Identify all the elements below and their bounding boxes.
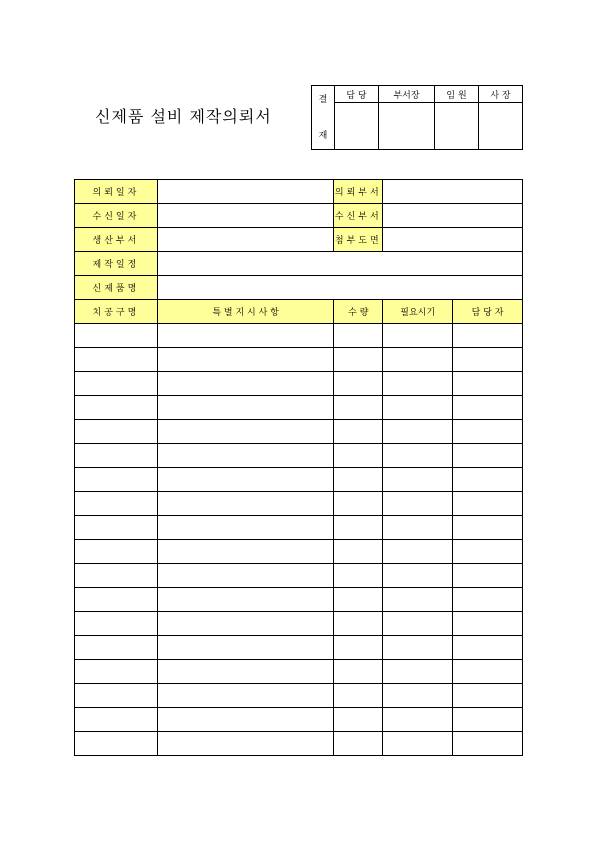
instructions-cell[interactable] (157, 636, 334, 660)
instructions-cell[interactable] (157, 588, 334, 612)
required-time-cell[interactable] (383, 420, 453, 444)
receive-date-field[interactable] (157, 204, 334, 228)
col-header-tool-name: 치공구명 (75, 300, 158, 324)
quantity-cell[interactable] (334, 660, 383, 684)
instructions-cell[interactable] (157, 612, 334, 636)
tool-name-cell[interactable] (75, 612, 158, 636)
product-name-label: 신제품명 (75, 276, 158, 300)
table-row (75, 684, 523, 708)
tool-name-cell[interactable] (75, 324, 158, 348)
tool-name-cell[interactable] (75, 468, 158, 492)
items-table-body (75, 324, 523, 756)
quantity-cell[interactable] (334, 588, 383, 612)
tool-name-cell[interactable] (75, 732, 158, 756)
col-header-special-instructions: 특 별 지 시 사 항 (157, 300, 334, 324)
person-cell[interactable] (453, 492, 523, 516)
approval-header-president: 사 장 (479, 86, 523, 103)
request-form (74, 179, 523, 756)
required-time-cell[interactable] (383, 492, 453, 516)
person-cell[interactable] (453, 420, 523, 444)
tool-name-cell[interactable] (75, 636, 158, 660)
table-row (75, 324, 523, 348)
tool-name-cell[interactable] (75, 348, 158, 372)
instructions-cell[interactable] (157, 396, 334, 420)
quantity-cell[interactable] (334, 444, 383, 468)
required-time-cell[interactable] (383, 516, 453, 540)
attached-drawing-field[interactable] (383, 228, 523, 252)
tool-name-cell[interactable] (75, 444, 158, 468)
required-time-cell[interactable] (383, 444, 453, 468)
person-cell[interactable] (453, 564, 523, 588)
production-dept-label: 생산부서 (75, 228, 158, 252)
person-cell[interactable] (453, 684, 523, 708)
required-time-cell[interactable] (383, 348, 453, 372)
quantity-cell[interactable] (334, 540, 383, 564)
quantity-cell[interactable] (334, 708, 383, 732)
request-date-label: 의뢰일자 (75, 180, 158, 204)
instructions-cell[interactable] (157, 492, 334, 516)
table-row (75, 444, 523, 468)
table-row (75, 516, 523, 540)
instructions-cell[interactable] (157, 516, 334, 540)
quantity-cell[interactable] (334, 492, 383, 516)
quantity-cell[interactable] (334, 348, 383, 372)
production-dept-field[interactable] (157, 228, 334, 252)
instructions-cell[interactable] (157, 348, 334, 372)
person-cell[interactable] (453, 612, 523, 636)
quantity-cell[interactable] (334, 732, 383, 756)
required-time-cell[interactable] (383, 636, 453, 660)
quantity-cell[interactable] (334, 684, 383, 708)
quantity-cell[interactable] (334, 420, 383, 444)
col-header-person-in-charge: 담 당 자 (453, 300, 523, 324)
request-dept-field[interactable] (383, 180, 523, 204)
required-time-cell[interactable] (383, 732, 453, 756)
receive-dept-label: 수신부서 (334, 204, 383, 228)
quantity-cell[interactable] (334, 612, 383, 636)
instructions-cell[interactable] (157, 708, 334, 732)
person-cell[interactable] (453, 396, 523, 420)
tool-name-cell[interactable] (75, 396, 158, 420)
tool-name-cell[interactable] (75, 372, 158, 396)
request-date-field[interactable] (157, 180, 334, 204)
document-title: 신제품 설비 제작의뢰서 (95, 107, 272, 126)
col-header-required-time: 필요시기 (383, 300, 453, 324)
table-row (75, 660, 523, 684)
required-time-cell[interactable] (383, 588, 453, 612)
tool-name-cell[interactable] (75, 708, 158, 732)
quantity-cell[interactable] (334, 636, 383, 660)
tool-name-cell[interactable] (75, 588, 158, 612)
required-time-cell[interactable] (383, 684, 453, 708)
table-row (75, 492, 523, 516)
required-time-cell[interactable] (383, 540, 453, 564)
approval-header-staff: 담 당 (335, 86, 379, 103)
table-row (75, 564, 523, 588)
instructions-cell[interactable] (157, 732, 334, 756)
approval-sign-dept-head[interactable] (378, 103, 434, 150)
instructions-cell[interactable] (157, 372, 334, 396)
instructions-cell[interactable] (157, 660, 334, 684)
tool-name-cell[interactable] (75, 540, 158, 564)
instructions-cell[interactable] (157, 540, 334, 564)
person-cell[interactable] (453, 516, 523, 540)
approval-sign-staff[interactable] (335, 103, 379, 150)
product-name-field[interactable] (157, 276, 522, 300)
schedule-field[interactable] (157, 252, 522, 276)
required-time-cell[interactable] (383, 324, 453, 348)
tool-name-cell[interactable] (75, 660, 158, 684)
quantity-cell[interactable] (334, 516, 383, 540)
table-row (75, 612, 523, 636)
table-row (75, 708, 523, 732)
attached-drawing-label: 첨부도면 (334, 228, 383, 252)
col-header-quantity: 수 량 (334, 300, 383, 324)
table-row (75, 588, 523, 612)
required-time-cell[interactable] (383, 660, 453, 684)
tool-name-cell[interactable] (75, 420, 158, 444)
required-time-cell[interactable] (383, 612, 453, 636)
table-row (75, 636, 523, 660)
tool-name-cell[interactable] (75, 492, 158, 516)
table-row (75, 540, 523, 564)
required-time-cell[interactable] (383, 396, 453, 420)
person-cell[interactable] (453, 468, 523, 492)
person-cell[interactable] (453, 444, 523, 468)
quantity-cell[interactable] (334, 324, 383, 348)
person-cell[interactable] (453, 636, 523, 660)
instructions-cell[interactable] (157, 564, 334, 588)
table-row (75, 396, 523, 420)
person-cell[interactable] (453, 708, 523, 732)
person-cell[interactable] (453, 324, 523, 348)
quantity-cell[interactable] (334, 468, 383, 492)
table-row (75, 420, 523, 444)
request-dept-label: 의뢰부서 (334, 180, 383, 204)
person-cell[interactable] (453, 588, 523, 612)
person-cell[interactable] (453, 540, 523, 564)
table-row (75, 468, 523, 492)
approval-sign-president[interactable] (479, 103, 523, 150)
person-cell[interactable] (453, 372, 523, 396)
instructions-cell[interactable] (157, 420, 334, 444)
approval-header-executive: 임 원 (435, 86, 479, 103)
instructions-cell[interactable] (157, 324, 334, 348)
table-row (75, 348, 523, 372)
quantity-cell[interactable] (334, 564, 383, 588)
required-time-cell[interactable] (383, 708, 453, 732)
tool-name-cell[interactable] (75, 564, 158, 588)
person-cell[interactable] (453, 660, 523, 684)
table-row (75, 732, 523, 756)
quantity-cell[interactable] (334, 372, 383, 396)
person-cell[interactable] (453, 732, 523, 756)
approval-header-dept-head: 부서장 (378, 86, 434, 103)
tool-name-cell[interactable] (75, 516, 158, 540)
instructions-cell[interactable] (157, 684, 334, 708)
schedule-label: 제작일정 (75, 252, 158, 276)
quantity-cell[interactable] (334, 396, 383, 420)
receive-dept-field[interactable] (383, 204, 523, 228)
approval-side-label: 결 재 (312, 86, 335, 150)
person-cell[interactable] (453, 348, 523, 372)
approval-box (311, 85, 523, 150)
required-time-cell[interactable] (383, 564, 453, 588)
instructions-cell[interactable] (157, 468, 334, 492)
receive-date-label: 수신일자 (75, 204, 158, 228)
approval-sign-executive[interactable] (435, 103, 479, 150)
instructions-cell[interactable] (157, 444, 334, 468)
table-row (75, 372, 523, 396)
required-time-cell[interactable] (383, 372, 453, 396)
required-time-cell[interactable] (383, 468, 453, 492)
tool-name-cell[interactable] (75, 684, 158, 708)
